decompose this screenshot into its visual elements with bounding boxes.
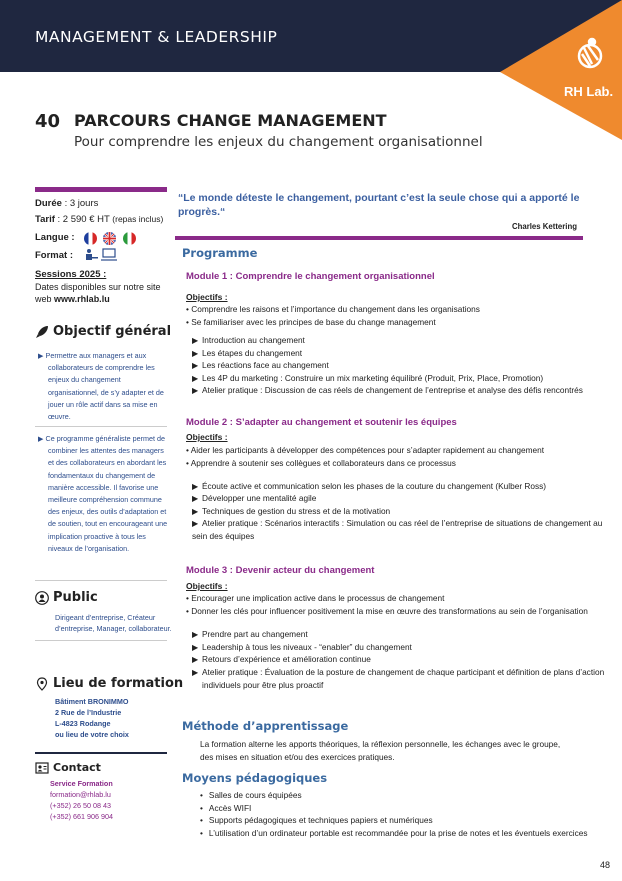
langue-row	[35, 232, 75, 243]
contact-divider	[35, 752, 167, 754]
module-2-item-2: ▶ Développer une mentalité agile	[192, 493, 317, 503]
module-3-item-1: ▶ Prendre part au changement	[192, 629, 308, 639]
module-1-title: Module 1 : Comprendre le changement organisationnel	[186, 271, 435, 282]
contact-email[interactable]: formation@rhlab.lu	[50, 790, 111, 799]
online-icon	[101, 249, 117, 260]
lieu-heading: Lieu de formation	[35, 676, 183, 691]
lieu-line2: 2 Rue de l’Industrie	[55, 708, 122, 717]
module-1-objectif-1: • Comprendre les raisons et l’importance du changement dans les organisations	[186, 304, 480, 314]
logo	[500, 0, 622, 140]
objectif-bullets	[38, 350, 168, 423]
sessions-label: Sessions 2025 :	[35, 269, 107, 280]
classroom-icon	[86, 249, 98, 260]
lieu-line3: L-4823 Rodange	[55, 719, 111, 728]
programme-bar	[175, 236, 583, 240]
module-3-objectif-2: • Donner les clés pour influencer positivement la mise en œuvre des transformations au sein de l’organisation	[186, 606, 588, 616]
module-3-item-4-cont: individuels pour être plus proactif	[202, 680, 324, 690]
rocket-icon	[35, 325, 49, 339]
moyens-item-4: • L’utilisation d’un ordinateur portable est recommandée pour la prise de notes et les éventuels exercices	[200, 828, 588, 838]
language-flags	[84, 230, 138, 248]
sessions-line2: web www.rhlab.lu	[35, 294, 110, 304]
module-3-objectif-1: • Encourager une implication active dans le processus de changement	[186, 593, 445, 603]
course-subtitle: Pour comprendre les enjeux du changement organisationnel	[74, 134, 483, 150]
duree-label: Durée	[35, 198, 62, 209]
duree-value: : 3 jours	[61, 198, 99, 209]
contact-service: Service Formation	[50, 779, 113, 788]
objectif-heading: Objectif général	[35, 324, 171, 339]
tarif-note: (repas inclus)	[112, 214, 164, 224]
moyens-heading: Moyens pédagogiques	[182, 771, 328, 785]
tarif-row	[35, 214, 163, 225]
module-3-item-4: ▶ Atelier pratique : Évaluation de la posture de changement de chaque participant et définition de plans d’action	[192, 667, 605, 677]
uk-flag-icon	[103, 232, 116, 245]
lieu-line1: Bâtiment BRONIMMO	[55, 697, 129, 706]
module-2-objectifs-label: Objectifs :	[186, 432, 228, 442]
page-number: 48	[600, 860, 611, 870]
moyens-item-3: • Supports pédagogiques et techniques papiers et numériques	[200, 815, 433, 825]
module-2-item-1: ▶ Écoute active et communication selon les phases de la couture du changement (Kulber Ross)	[192, 481, 547, 491]
tarif-label: Tarif	[35, 214, 55, 225]
module-1-item-1: ▶ Introduction au changement	[192, 335, 305, 345]
moyens-item-2: • Accès WIFI	[200, 803, 252, 813]
format-row	[35, 250, 73, 261]
module-1-item-5: ▶ Atelier pratique : Discussion de cas réels de changement de l’entreprise et analyse des défis rencontrés	[192, 385, 583, 395]
methode-line2: des mises en situation et/ou des exercices pratiques.	[200, 752, 395, 762]
format-label: Format :	[35, 250, 73, 261]
objectif-divider	[35, 426, 167, 427]
module-2-item-3: ▶ Techniques de gestion du stress et de la motivation	[192, 506, 391, 516]
course-title: PARCOURS CHANGE MANAGEMENT	[74, 111, 387, 130]
moyens-item-1: • Salles de cours équipées	[200, 790, 302, 800]
contact-phone2[interactable]: (+352) 661 906 904	[50, 812, 113, 821]
public-heading: Public	[35, 590, 98, 605]
module-2-objectif-1: • Aider les participants à développer des compétences pour s’adapter rapidement au changement	[186, 445, 545, 455]
website-link[interactable]: www.rhlab.lu	[54, 294, 110, 304]
module-1-item-4: ▶ Les 4P du marketing : Construire un mix marketing équilibré (Produit, Prix, Place, Promotion)	[192, 373, 544, 383]
french-flag-icon	[84, 232, 97, 245]
module-1-objectifs-label: Objectifs :	[186, 292, 228, 302]
format-icons	[84, 248, 118, 262]
langue-label: Langue :	[35, 232, 75, 243]
methode-line1: La formation alterne les apports théoriques, la réflexion personnelle, les échanges avec le groupe,	[200, 739, 561, 749]
contact-phone1[interactable]: (+352) 26 50 08 43	[50, 801, 111, 810]
module-3-objectifs-label: Objectifs :	[186, 581, 228, 591]
contact-card-icon	[35, 761, 49, 775]
module-1-item-3: ▶ Les réactions face au changement	[192, 360, 329, 370]
objectif-bullet-2: ▶ Ce programme généraliste permet de combiner les attentes des managers et des collaborateurs en abordant les fondamentaux du changement de manière accessible. Il favorise une meilleure compréhension commune des enjeux, des outils d’adaptation et de soutien, tout en encourageant une implication proactive à tous les niveaux de l’organisation.	[38, 434, 168, 553]
course-number: 40	[35, 111, 61, 132]
module-2-item-4: ▶ Atelier pratique : Scénarios interactifs : Simulation ou cas réel de l’entreprise de situations de changement au	[192, 518, 603, 528]
programme-heading: Programme	[182, 246, 258, 260]
public-bottom-divider	[35, 640, 167, 641]
objectif-bullets-2	[38, 433, 168, 555]
module-1-objectif-2: • Se familiariser avec les principes de base du change management	[186, 317, 436, 327]
duree-row	[35, 198, 98, 209]
public-group-icon	[35, 591, 49, 605]
sessions-line1: Dates disponibles sur notre site	[35, 282, 161, 292]
left-column-bar	[35, 187, 167, 192]
module-3-title: Module 3 : Devenir acteur du changement	[186, 565, 375, 576]
italian-flag-icon	[123, 232, 136, 245]
module-2-objectif-2: • Apprendre à soutenir ses collègues et collaborateurs dans ce processus	[186, 458, 456, 468]
contact-heading: Contact	[35, 761, 101, 775]
module-3-item-2: ▶ Leadership à tous les niveaux - “enabler” du changement	[192, 642, 412, 652]
methode-heading: Méthode d’apprentissage	[182, 719, 349, 733]
location-pin-icon	[35, 677, 49, 691]
quote-author: Charles Kettering	[512, 222, 577, 231]
public-line1: Dirigeant d’entreprise, Créateur	[55, 613, 156, 622]
lieu-line4: ou lieu de votre choix	[55, 730, 129, 739]
module-3-item-3: ▶ Retours d’expérience et amélioration continue	[192, 654, 371, 664]
module-2-title: Module 2 : S’adapter au changement et soutenir les équipes	[186, 417, 457, 428]
logo-text: RH Lab.	[564, 84, 614, 99]
quote-text: “Le monde déteste le changement, pourtant c’est la seule chose qui a apporté le progrès.“	[178, 192, 580, 218]
public-line2: d’entreprise, Manager, collaborateur.	[55, 624, 172, 633]
module-1-item-2: ▶ Les étapes du changement	[192, 348, 303, 358]
tarif-value: : 2 590 € HT	[54, 214, 110, 225]
header-title: MANAGEMENT & LEADERSHIP	[35, 28, 278, 46]
module-2-item-4-cont: sein des équipes	[192, 531, 255, 541]
public-divider	[35, 580, 167, 581]
objectif-bullet-1: ▶ Permettre aux managers et aux collaborateurs de comprendre les enjeux du changement organisationnel, de s’y adapter et de jouer un rôle actif dans sa mise en œuvre.	[38, 351, 164, 422]
